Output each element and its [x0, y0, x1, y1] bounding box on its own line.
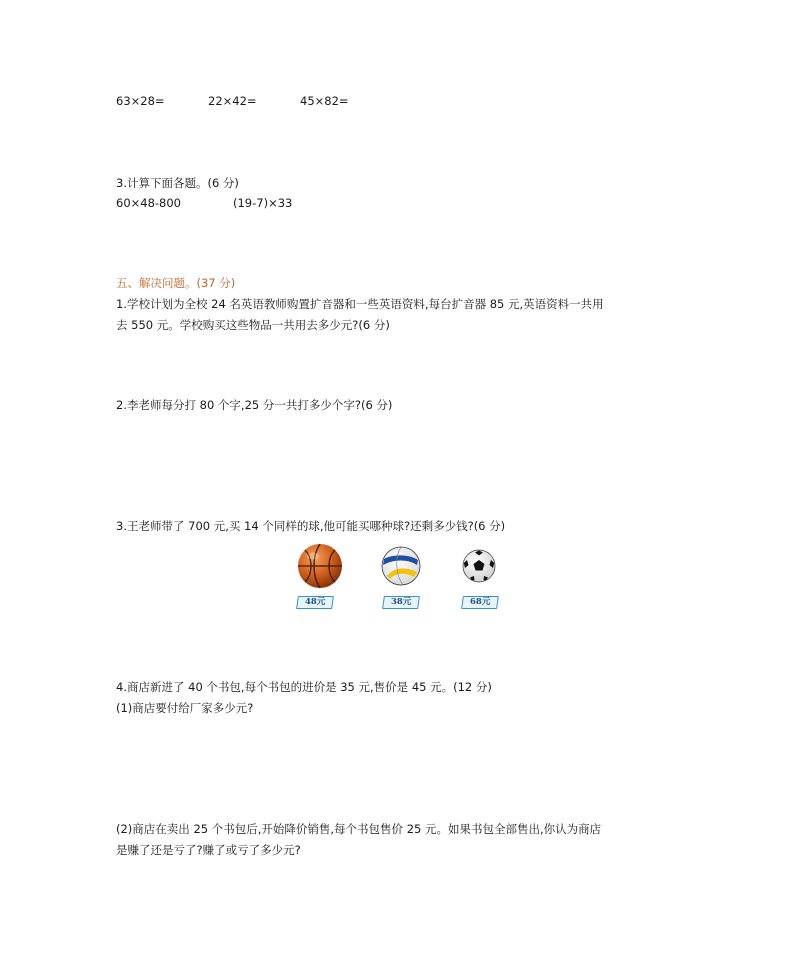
- q4-sub1: (1)商店要付给厂家多少元?: [116, 701, 254, 715]
- q2-text: 2.李老师每分打 80 个字,25 分一共打多少个字?(6 分): [116, 398, 393, 412]
- volleyball-price: 38元: [390, 597, 412, 607]
- soccer-ball-icon: [462, 549, 496, 583]
- basketball-price-tag: [296, 596, 334, 609]
- section3-title: 3.计算下面各题。(6 分): [116, 176, 239, 190]
- section3-item-1: 60×48-800: [116, 196, 182, 210]
- volleyball-icon: [381, 546, 421, 586]
- q1-line2: 去 550 元。学校购买这些物品一共用去多少元?(6 分): [116, 318, 390, 332]
- oral-calc-item-2: 22×42=: [208, 94, 257, 108]
- soccer-ball-price: 68元: [469, 597, 491, 607]
- oral-calc-item-1: 63×28=: [116, 94, 165, 108]
- q1-line1: 1.学校计划为全校 24 名英语教师购置扩音器和一些英语资料,每台扩音器 85 元,英语资料一共用: [116, 297, 604, 311]
- q4-sub2-line1: (2)商店在卖出 25 个书包后,开始降价销售,每个书包售价 25 元。如果书包全部售出,你认为商店: [116, 822, 602, 836]
- soccer-ball-price-tag: [461, 596, 499, 609]
- volleyball-price-tag: [382, 596, 420, 609]
- oral-calc-item-3: 45×82=: [300, 94, 349, 108]
- basketball-price: 48元: [304, 597, 326, 607]
- q4-text: 4.商店新进了 40 个书包,每个书包的进价是 35 元,售价是 45 元。(12 分): [116, 680, 492, 694]
- basketball-icon: [296, 542, 344, 590]
- q3-text: 3.王老师带了 700 元,买 14 个同样的球,他可能买哪种球?还剩多少钱?(6 分): [116, 519, 506, 533]
- section3-item-2: (19-7)×33: [233, 196, 293, 210]
- section5-heading: 五、解决问题。(37 分): [116, 276, 236, 290]
- q4-sub2-line2: 是赚了还是亏了?赚了或亏了多少元?: [116, 843, 301, 857]
